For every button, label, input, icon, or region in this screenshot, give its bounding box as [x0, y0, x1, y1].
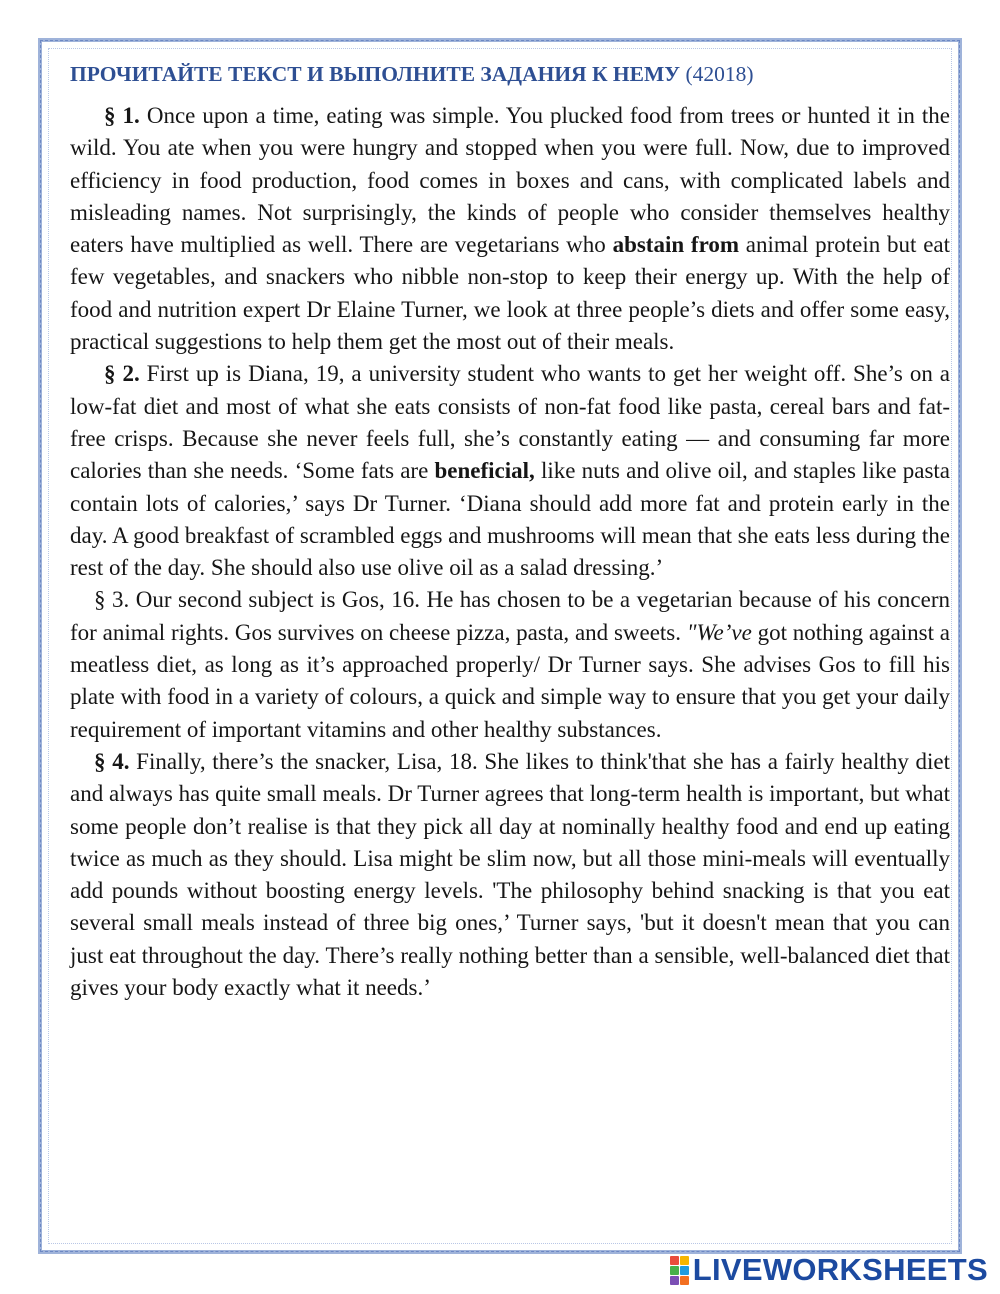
logo-block	[680, 1266, 689, 1275]
paragraph-1	[70, 100, 950, 358]
paragraph-3-marker: § 3.	[94, 587, 130, 613]
paragraph-4-text-a: Finally, there’s the snacker, Lisa, 18. She likes to think'that she has a fairly healthy diet and always has quite small meals. Dr Turner agrees that long-term health is important, but what some people don’t realise is that they pick all day at nominally healthy food and end up eating twice as much as they should. Lisa might be slim now, but all those mini-meals will eventually add pounds without boosting energy levels. 'The philosophy behind snacking is that you eat several small meals instead of three big ones,’ Turner says, 'but it doesn't mean that you can just eat throughout the day. There’s really nothing better than a sensible, well-balanced diet that gives your body exactly what it needs.’	[70, 748, 951, 1001]
paragraph-2-text-b: like nuts and olive oil, and staples like pasta contain lots of calories,’ says Dr Turner. ‘Diana should add more fat and protein early in the day. A good breakfast of scrambled eggs and mushrooms will mean that she eats less during the rest of the day. She should also use olive oil as a salad dressing.’	[70, 458, 950, 581]
paragraph-2-highlight: beneficial,	[434, 458, 535, 484]
logo-block	[670, 1266, 679, 1275]
paragraph-2-text-a: First up is Diana, 19, a university student who wants to get her weight off. She’s on a low-fat diet and most of what she eats consists of non-fat food like pasta, cereal bars and fat-free crisps. Because she never feels full, she’s constantly eating — and consuming far more calories than she needs. ‘Some fats are	[70, 361, 950, 484]
logo-block	[680, 1276, 689, 1285]
paragraph-1-text-a: Once upon a time, eating was simple. You plucked food from trees or hunted it in the wild. You ate when you were hungry and stopped when you were full. Now, due to improved efficiency in food production, food comes in boxes and cans, with complicated labels and misleading names. Not surprisingly, the kinds of people who consider themselves healthy eaters have multiplied as well. There are vegetarians who	[70, 103, 951, 258]
paragraph-2	[70, 358, 950, 584]
logo-mark-icon	[670, 1256, 689, 1285]
worksheet-title	[70, 58, 950, 90]
liveworksheets-logo[interactable]	[670, 1252, 988, 1288]
paragraph-3-text-b: got nothing against a meatless diet, as long as it’s approached properly/ Dr Turner says. She advises Gos to fill his plate with food in a variety of colours, a quick and simple way to ensure that you get your daily requirement of important vitamins and other healthy substances.	[70, 619, 951, 742]
paragraph-3-text-a: Our second subject is Gos, 16. He has chosen to be a vegetarian because of his concern for animal rights. Gos survives on cheese pizza, pasta, and sweets.	[70, 587, 951, 645]
paragraph-1-text-b: animal protein but eat few vegetables, and snackers who nibble non-stop to keep their energy up. With the help of food and nutrition expert Dr Elaine Turner, we look at three people’s diets and offer some easy, practical suggestions to help them get the most out of their meals.	[70, 232, 950, 355]
logo-text: LIVEWORKSHEETS	[692, 1252, 988, 1287]
paragraph-4-marker: § 4.	[94, 748, 130, 774]
paragraph-4	[70, 746, 950, 1004]
title-code: (42018)	[685, 62, 754, 86]
paragraph-2-marker: § 2.	[104, 361, 140, 387]
paragraph-1-highlight: abstain from	[612, 232, 740, 258]
logo-block	[680, 1256, 689, 1265]
logo-block	[670, 1256, 679, 1265]
paragraph-3	[70, 584, 950, 745]
title-text: ПРОЧИТАЙТЕ ТЕКСТ И ВЫПОЛНИТЕ ЗАДАНИЯ К НЕМУ	[70, 62, 681, 86]
logo-block	[670, 1276, 679, 1285]
paragraph-3-italic: "We’ve	[686, 619, 752, 645]
paragraph-1-marker: § 1.	[104, 103, 140, 128]
worksheet-content	[70, 58, 950, 1004]
